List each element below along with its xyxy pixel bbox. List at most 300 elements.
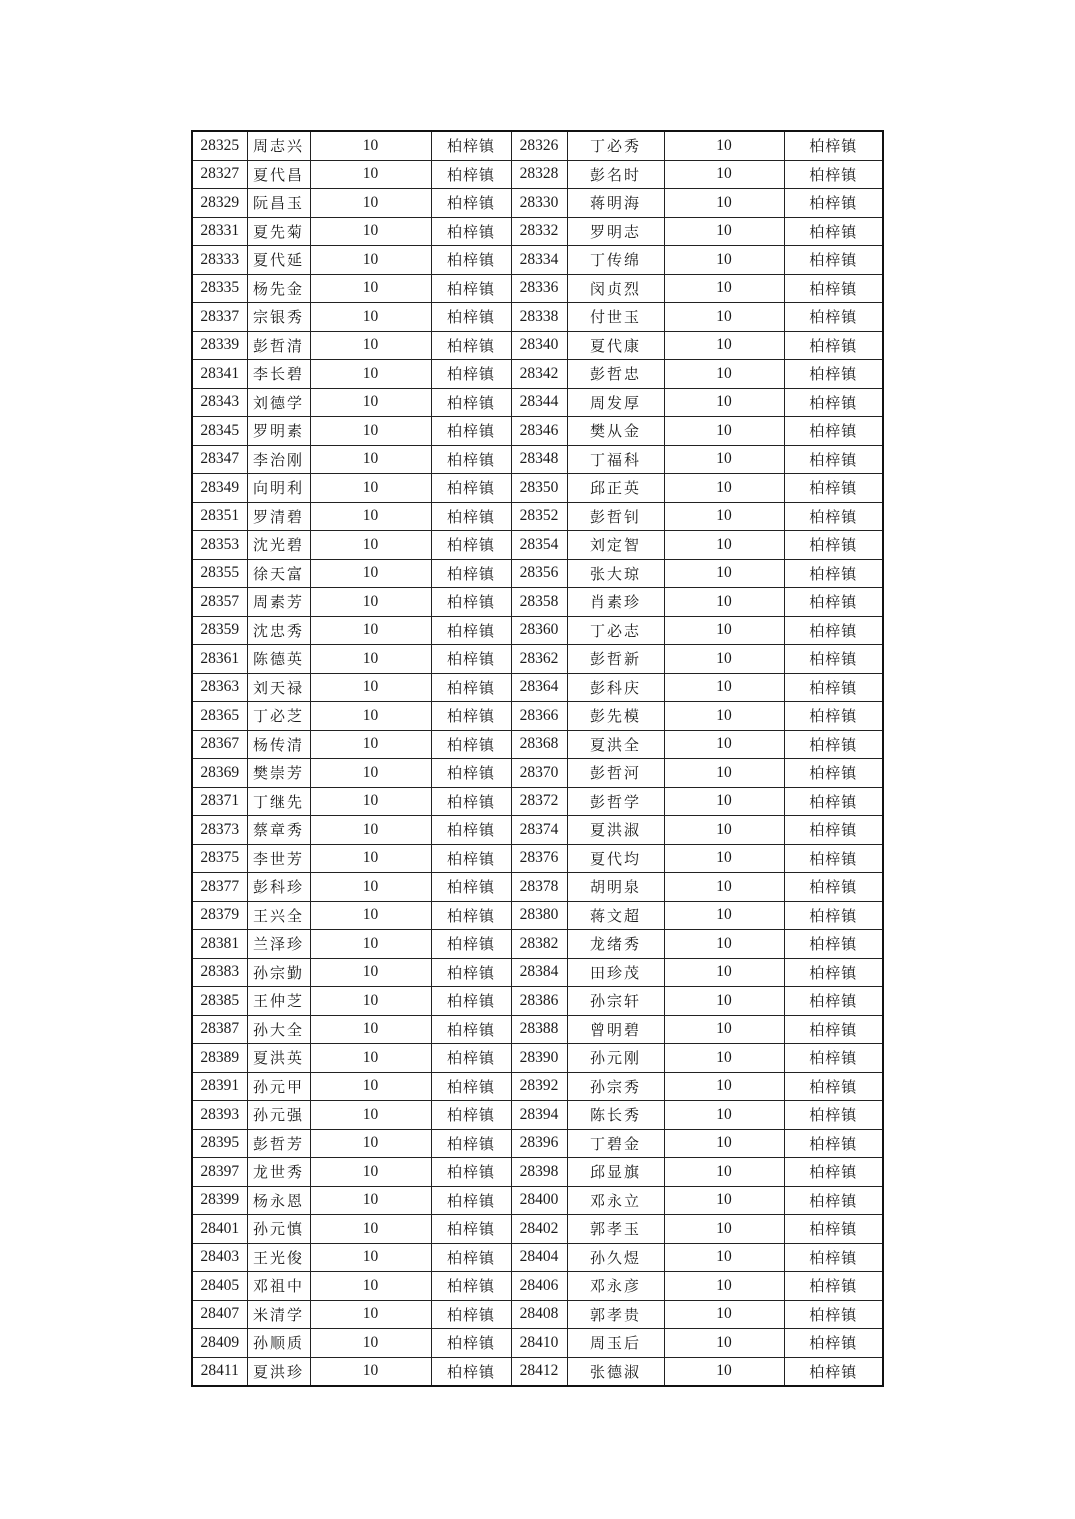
id-cell: 28340 [511,331,567,360]
id-cell: 28381 [192,930,247,959]
table-row [192,1044,883,1073]
name-cell: 夏代康 [567,331,664,360]
town-cell: 柏梓镇 [784,474,883,503]
table-row [192,388,883,417]
name-cell: 李世芳 [247,844,310,873]
table-row [192,1272,883,1301]
amount-cell: 10 [664,274,784,303]
id-cell: 28353 [192,531,247,560]
town-cell: 柏梓镇 [784,1044,883,1073]
table-row [192,873,883,902]
amount-cell: 10 [664,246,784,275]
town-cell: 柏梓镇 [431,1015,511,1044]
id-cell: 28349 [192,474,247,503]
name-cell: 刘天禄 [247,673,310,702]
name-cell: 龙绪秀 [567,930,664,959]
town-cell: 柏梓镇 [431,559,511,588]
town-cell: 柏梓镇 [431,131,511,160]
id-cell: 28397 [192,1158,247,1187]
id-cell: 28383 [192,958,247,987]
amount-cell: 10 [664,331,784,360]
amount-cell: 10 [310,1357,431,1386]
name-cell: 丁必志 [567,616,664,645]
town-cell: 柏梓镇 [784,702,883,731]
name-cell: 丁必芝 [247,702,310,731]
name-cell: 王光俊 [247,1243,310,1272]
town-cell: 柏梓镇 [784,445,883,474]
table-row [192,588,883,617]
id-cell: 28341 [192,360,247,389]
town-cell: 柏梓镇 [431,588,511,617]
town-cell: 柏梓镇 [784,588,883,617]
table-row [192,331,883,360]
name-cell: 徐天富 [247,559,310,588]
id-cell: 28346 [511,417,567,446]
town-cell: 柏梓镇 [784,303,883,332]
amount-cell: 10 [664,1329,784,1358]
town-cell: 柏梓镇 [784,1300,883,1329]
amount-cell: 10 [664,873,784,902]
name-cell: 刘德学 [247,388,310,417]
name-cell: 彭哲芳 [247,1129,310,1158]
table-row [192,474,883,503]
table-row [192,189,883,218]
name-cell: 丁必秀 [567,131,664,160]
amount-cell: 10 [664,588,784,617]
town-cell: 柏梓镇 [431,816,511,845]
town-cell: 柏梓镇 [784,417,883,446]
town-cell: 柏梓镇 [784,1329,883,1358]
town-cell: 柏梓镇 [784,645,883,674]
town-cell: 柏梓镇 [784,189,883,218]
town-cell: 柏梓镇 [784,787,883,816]
name-cell: 王仲芝 [247,987,310,1016]
town-cell: 柏梓镇 [431,331,511,360]
id-cell: 28385 [192,987,247,1016]
name-cell: 米清学 [247,1300,310,1329]
town-cell: 柏梓镇 [784,1158,883,1187]
id-cell: 28398 [511,1158,567,1187]
amount-cell: 10 [310,787,431,816]
name-cell: 樊崇芳 [247,759,310,788]
town-cell: 柏梓镇 [784,987,883,1016]
name-cell: 郭孝贵 [567,1300,664,1329]
town-cell: 柏梓镇 [431,360,511,389]
id-cell: 28352 [511,502,567,531]
amount-cell: 10 [664,844,784,873]
amount-cell: 10 [664,1186,784,1215]
id-cell: 28405 [192,1272,247,1301]
id-cell: 28375 [192,844,247,873]
amount-cell: 10 [664,217,784,246]
name-cell: 周志兴 [247,131,310,160]
name-cell: 杨传清 [247,730,310,759]
amount-cell: 10 [664,1357,784,1386]
name-cell: 蔡章秀 [247,816,310,845]
id-cell: 28342 [511,360,567,389]
amount-cell: 10 [310,388,431,417]
town-cell: 柏梓镇 [431,787,511,816]
name-cell: 李长碧 [247,360,310,389]
id-cell: 28354 [511,531,567,560]
town-cell: 柏梓镇 [784,388,883,417]
name-cell: 邓永立 [567,1186,664,1215]
name-cell: 刘定智 [567,531,664,560]
amount-cell: 10 [310,331,431,360]
town-cell: 柏梓镇 [431,1300,511,1329]
amount-cell: 10 [664,1272,784,1301]
name-cell: 罗清碧 [247,502,310,531]
id-cell: 28409 [192,1329,247,1358]
name-cell: 孙元强 [247,1101,310,1130]
table-row [192,730,883,759]
name-cell: 杨永恩 [247,1186,310,1215]
name-cell: 张德淑 [567,1357,664,1386]
id-cell: 28408 [511,1300,567,1329]
id-cell: 28329 [192,189,247,218]
name-cell: 杨先金 [247,274,310,303]
amount-cell: 10 [310,645,431,674]
amount-cell: 10 [310,160,431,189]
id-cell: 28361 [192,645,247,674]
table-row [192,131,883,160]
amount-cell: 10 [664,816,784,845]
id-cell: 28387 [192,1015,247,1044]
amount-cell: 10 [310,217,431,246]
town-cell: 柏梓镇 [431,702,511,731]
id-cell: 28338 [511,303,567,332]
table-row [192,759,883,788]
id-cell: 28378 [511,873,567,902]
table-row [192,1243,883,1272]
table-row [192,217,883,246]
id-cell: 28404 [511,1243,567,1272]
table-row [192,445,883,474]
table-row [192,417,883,446]
id-cell: 28364 [511,673,567,702]
name-cell: 郭孝玉 [567,1215,664,1244]
town-cell: 柏梓镇 [784,1243,883,1272]
name-cell: 孙大全 [247,1015,310,1044]
name-cell: 丁碧金 [567,1129,664,1158]
table-row [192,274,883,303]
id-cell: 28350 [511,474,567,503]
amount-cell: 10 [664,388,784,417]
amount-cell: 10 [664,1129,784,1158]
amount-cell: 10 [310,1044,431,1073]
name-cell: 向明利 [247,474,310,503]
id-cell: 28351 [192,502,247,531]
name-cell: 彭哲新 [567,645,664,674]
id-cell: 28369 [192,759,247,788]
name-cell: 夏代昌 [247,160,310,189]
amount-cell: 10 [664,502,784,531]
roster-table [191,130,884,1387]
town-cell: 柏梓镇 [784,274,883,303]
id-cell: 28339 [192,331,247,360]
name-cell: 罗明素 [247,417,310,446]
amount-cell: 10 [310,502,431,531]
name-cell: 夏代延 [247,246,310,275]
amount-cell: 10 [310,1129,431,1158]
amount-cell: 10 [310,816,431,845]
id-cell: 28365 [192,702,247,731]
town-cell: 柏梓镇 [784,1129,883,1158]
amount-cell: 10 [664,958,784,987]
table-row [192,502,883,531]
name-cell: 邓永彦 [567,1272,664,1301]
amount-cell: 10 [310,1243,431,1272]
town-cell: 柏梓镇 [784,930,883,959]
town-cell: 柏梓镇 [784,901,883,930]
town-cell: 柏梓镇 [431,1044,511,1073]
name-cell: 樊从金 [567,417,664,446]
name-cell: 孙元甲 [247,1072,310,1101]
amount-cell: 10 [664,1300,784,1329]
id-cell: 28345 [192,417,247,446]
table-row [192,844,883,873]
amount-cell: 10 [310,588,431,617]
amount-cell: 10 [664,1158,784,1187]
name-cell: 王兴全 [247,901,310,930]
amount-cell: 10 [664,702,784,731]
name-cell: 陈长秀 [567,1101,664,1130]
id-cell: 28355 [192,559,247,588]
town-cell: 柏梓镇 [431,474,511,503]
amount-cell: 10 [664,787,784,816]
table-row [192,303,883,332]
town-cell: 柏梓镇 [431,616,511,645]
town-cell: 柏梓镇 [431,531,511,560]
town-cell: 柏梓镇 [431,901,511,930]
amount-cell: 10 [664,730,784,759]
name-cell: 彭哲学 [567,787,664,816]
id-cell: 28358 [511,588,567,617]
amount-cell: 10 [310,131,431,160]
town-cell: 柏梓镇 [784,1186,883,1215]
name-cell: 周素芳 [247,588,310,617]
town-cell: 柏梓镇 [431,759,511,788]
name-cell: 龙世秀 [247,1158,310,1187]
name-cell: 彭哲钊 [567,502,664,531]
town-cell: 柏梓镇 [784,246,883,275]
table-row [192,702,883,731]
id-cell: 28391 [192,1072,247,1101]
name-cell: 陈德英 [247,645,310,674]
town-cell: 柏梓镇 [784,759,883,788]
table-row [192,987,883,1016]
town-cell: 柏梓镇 [431,1158,511,1187]
amount-cell: 10 [664,360,784,389]
id-cell: 28332 [511,217,567,246]
amount-cell: 10 [664,1015,784,1044]
table-row [192,246,883,275]
amount-cell: 10 [310,1329,431,1358]
town-cell: 柏梓镇 [784,1272,883,1301]
id-cell: 28379 [192,901,247,930]
amount-cell: 10 [310,1272,431,1301]
amount-cell: 10 [310,417,431,446]
id-cell: 28390 [511,1044,567,1073]
id-cell: 28362 [511,645,567,674]
name-cell: 彭哲忠 [567,360,664,389]
id-cell: 28366 [511,702,567,731]
name-cell: 张大琼 [567,559,664,588]
id-cell: 28363 [192,673,247,702]
name-cell: 夏先菊 [247,217,310,246]
town-cell: 柏梓镇 [431,673,511,702]
amount-cell: 10 [664,131,784,160]
id-cell: 28386 [511,987,567,1016]
amount-cell: 10 [310,844,431,873]
name-cell: 闵贞烈 [567,274,664,303]
table-row [192,1158,883,1187]
id-cell: 28347 [192,445,247,474]
town-cell: 柏梓镇 [784,1357,883,1386]
id-cell: 28371 [192,787,247,816]
id-cell: 28328 [511,160,567,189]
amount-cell: 10 [310,1015,431,1044]
id-cell: 28384 [511,958,567,987]
table-row [192,787,883,816]
amount-cell: 10 [310,1072,431,1101]
id-cell: 28343 [192,388,247,417]
id-cell: 28360 [511,616,567,645]
name-cell: 彭名时 [567,160,664,189]
amount-cell: 10 [310,246,431,275]
id-cell: 28357 [192,588,247,617]
name-cell: 宗银秀 [247,303,310,332]
id-cell: 28335 [192,274,247,303]
town-cell: 柏梓镇 [431,1186,511,1215]
name-cell: 彭先模 [567,702,664,731]
amount-cell: 10 [664,445,784,474]
town-cell: 柏梓镇 [431,987,511,1016]
table-row [192,559,883,588]
amount-cell: 10 [310,1300,431,1329]
name-cell: 孙久煜 [567,1243,664,1272]
name-cell: 田珍茂 [567,958,664,987]
name-cell: 夏洪淑 [567,816,664,845]
town-cell: 柏梓镇 [431,645,511,674]
amount-cell: 10 [664,417,784,446]
id-cell: 28380 [511,901,567,930]
name-cell: 丁传绵 [567,246,664,275]
table-row [192,1215,883,1244]
name-cell: 蒋明海 [567,189,664,218]
name-cell: 夏洪英 [247,1044,310,1073]
table-row [192,930,883,959]
id-cell: 28359 [192,616,247,645]
amount-cell: 10 [310,189,431,218]
id-cell: 28374 [511,816,567,845]
town-cell: 柏梓镇 [431,1243,511,1272]
town-cell: 柏梓镇 [431,1215,511,1244]
id-cell: 28334 [511,246,567,275]
name-cell: 付世玉 [567,303,664,332]
table-row [192,616,883,645]
amount-cell: 10 [664,645,784,674]
town-cell: 柏梓镇 [431,502,511,531]
id-cell: 28412 [511,1357,567,1386]
id-cell: 28411 [192,1357,247,1386]
id-cell: 28330 [511,189,567,218]
name-cell: 胡明泉 [567,873,664,902]
name-cell: 彭哲河 [567,759,664,788]
amount-cell: 10 [664,559,784,588]
town-cell: 柏梓镇 [784,958,883,987]
name-cell: 邱显旗 [567,1158,664,1187]
amount-cell: 10 [664,987,784,1016]
amount-cell: 10 [664,160,784,189]
amount-cell: 10 [664,1101,784,1130]
town-cell: 柏梓镇 [784,844,883,873]
town-cell: 柏梓镇 [431,730,511,759]
town-cell: 柏梓镇 [784,673,883,702]
town-cell: 柏梓镇 [431,1357,511,1386]
amount-cell: 10 [310,958,431,987]
amount-cell: 10 [664,673,784,702]
amount-cell: 10 [664,759,784,788]
id-cell: 28327 [192,160,247,189]
amount-cell: 10 [664,303,784,332]
id-cell: 28401 [192,1215,247,1244]
amount-cell: 10 [310,759,431,788]
name-cell: 沈忠秀 [247,616,310,645]
name-cell: 兰泽珍 [247,930,310,959]
name-cell: 肖素珍 [567,588,664,617]
id-cell: 28407 [192,1300,247,1329]
town-cell: 柏梓镇 [431,1272,511,1301]
id-cell: 28348 [511,445,567,474]
id-cell: 28389 [192,1044,247,1073]
name-cell: 蒋文超 [567,901,664,930]
town-cell: 柏梓镇 [784,531,883,560]
amount-cell: 10 [310,1101,431,1130]
table-row [192,1329,883,1358]
name-cell: 夏洪珍 [247,1357,310,1386]
table-row [192,901,883,930]
id-cell: 28395 [192,1129,247,1158]
town-cell: 柏梓镇 [431,417,511,446]
id-cell: 28396 [511,1129,567,1158]
amount-cell: 10 [664,474,784,503]
amount-cell: 10 [664,930,784,959]
town-cell: 柏梓镇 [431,1129,511,1158]
name-cell: 曾明碧 [567,1015,664,1044]
amount-cell: 10 [310,445,431,474]
id-cell: 28326 [511,131,567,160]
id-cell: 28344 [511,388,567,417]
table-row [192,360,883,389]
name-cell: 彭科庆 [567,673,664,702]
town-cell: 柏梓镇 [784,873,883,902]
table-row [192,816,883,845]
table-row [192,673,883,702]
town-cell: 柏梓镇 [431,160,511,189]
amount-cell: 10 [310,531,431,560]
id-cell: 28336 [511,274,567,303]
table-row [192,531,883,560]
name-cell: 罗明志 [567,217,664,246]
name-cell: 孙元刚 [567,1044,664,1073]
town-cell: 柏梓镇 [784,559,883,588]
amount-cell: 10 [664,1044,784,1073]
amount-cell: 10 [310,901,431,930]
town-cell: 柏梓镇 [784,1215,883,1244]
id-cell: 28325 [192,131,247,160]
town-cell: 柏梓镇 [431,844,511,873]
